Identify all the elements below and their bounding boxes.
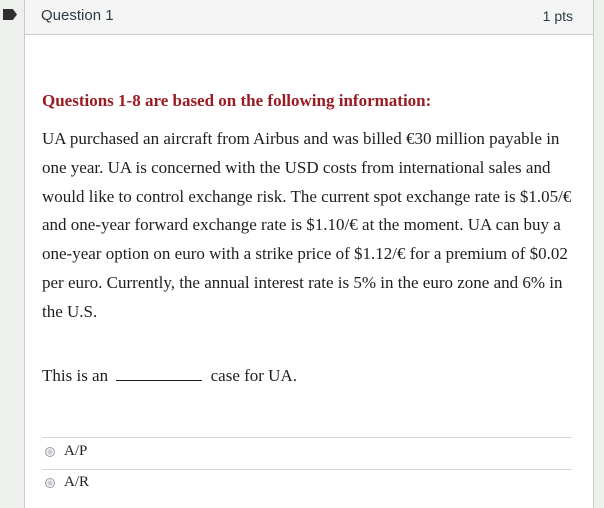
answer-option-ap[interactable] (45, 443, 87, 460)
prompt-before: This is an (42, 366, 109, 385)
prompt-after: case for UA. (210, 366, 297, 385)
question-header (25, 0, 593, 35)
question-body: UA purchased an aircraft from Airbus and was billed €30 million payable in one year. UA is concerned with the USD costs from international sales and would like to control exchange risk. The current spot exchange rate is $1.05/€ and one-year forward exchange rate is $1.10/€ at the moment. UA can buy a one-year option on euro with a strike price of $1.12/€ for a premium of $0.02 per euro. Currently, the annual interest rate is 5% in the euro zone and 6% in the U.S. (42, 129, 572, 321)
radio-icon[interactable] (45, 447, 55, 457)
radio-icon[interactable] (45, 478, 55, 488)
question-card (24, 0, 594, 508)
question-prompt (42, 366, 297, 386)
question-title: Question 1 (41, 7, 114, 24)
divider (42, 469, 572, 470)
answer-label: A/P (64, 443, 88, 459)
answer-option-ar[interactable] (45, 474, 89, 491)
answer-label: A/R (64, 474, 90, 490)
answer-blank (116, 366, 202, 381)
flag-icon[interactable] (3, 9, 17, 20)
question-intro: Questions 1-8 are based on the following information: (42, 91, 432, 110)
question-points: 1 pts (542, 8, 573, 24)
divider (42, 437, 572, 438)
